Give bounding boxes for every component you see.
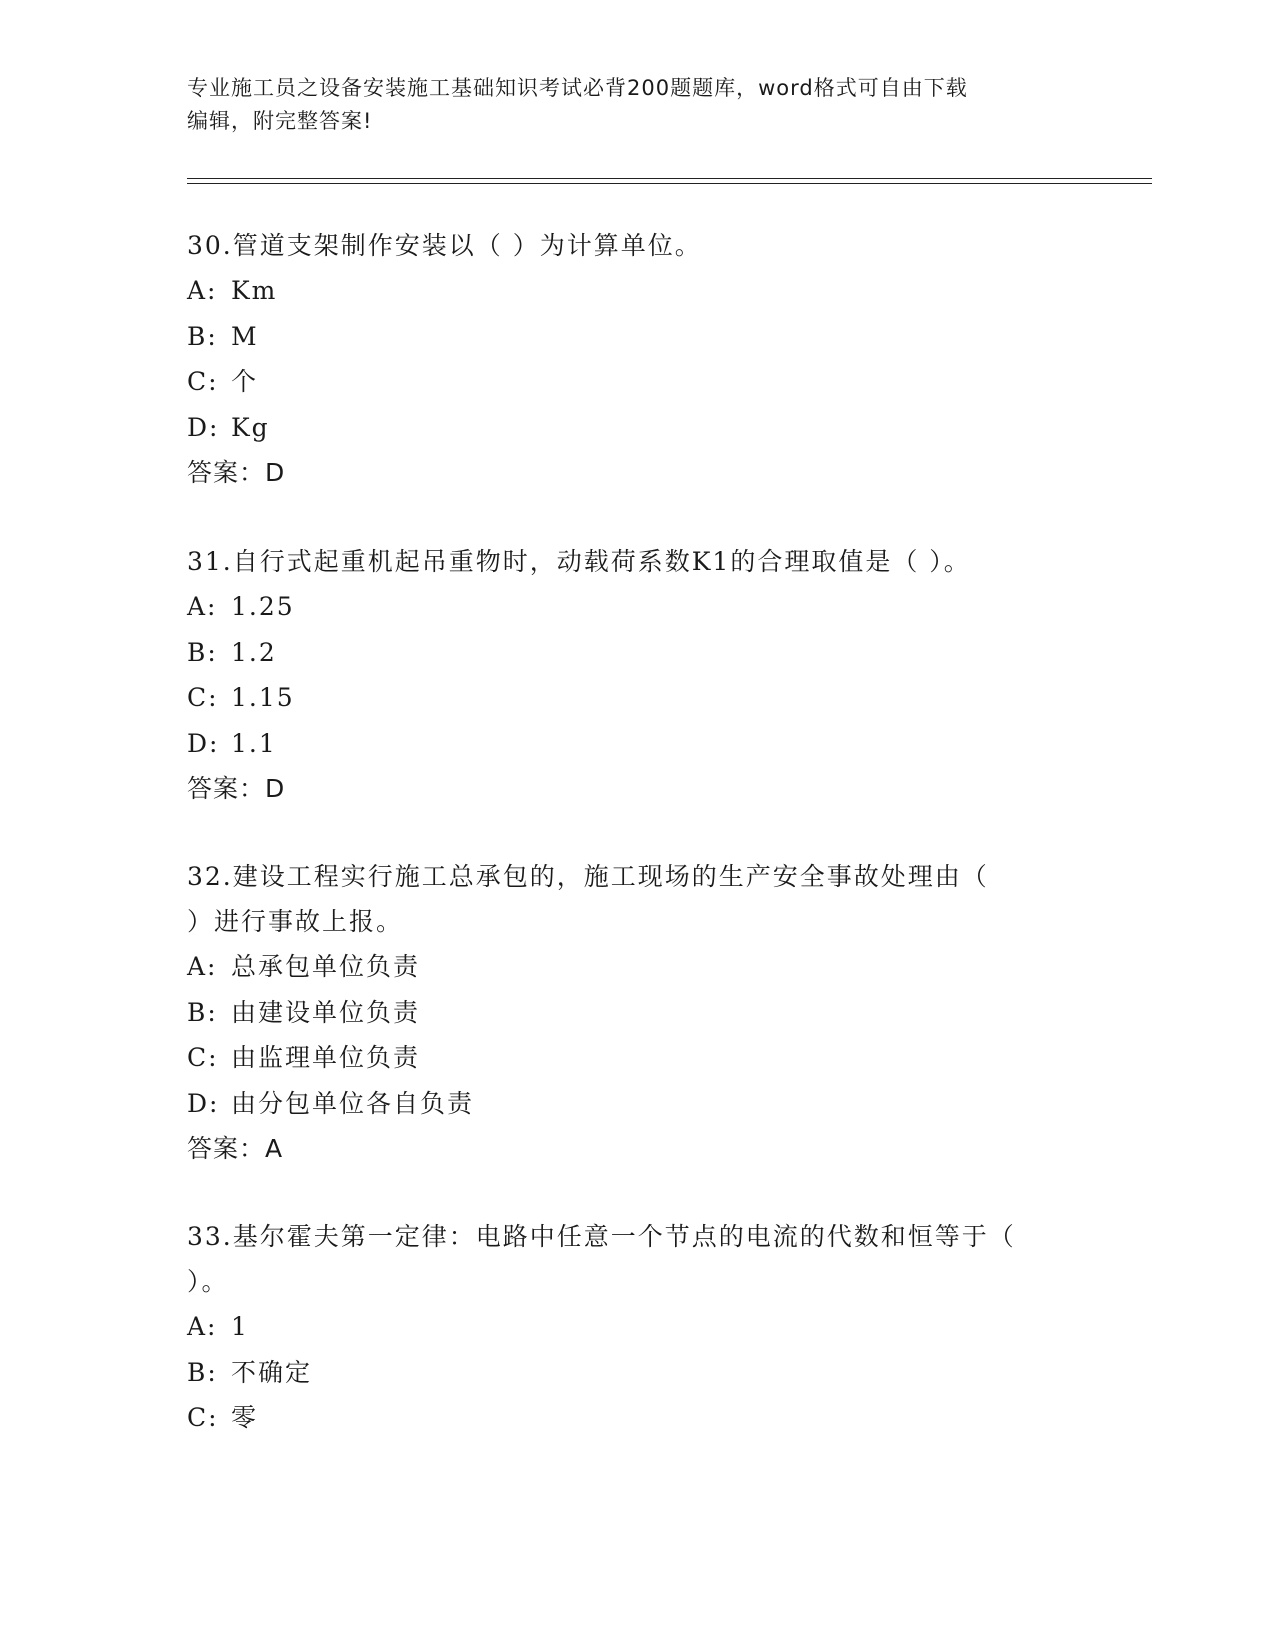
stem-line: 30.管道支架制作安装以（ ）为计算单位。	[187, 231, 702, 260]
question-31	[187, 539, 1087, 811]
option-letter: A:	[187, 952, 218, 981]
option-text: 1.25	[231, 592, 295, 621]
option-letter: A:	[187, 592, 218, 621]
header-divider	[187, 178, 1152, 184]
answer-line: 答案：A	[187, 1134, 284, 1163]
option-letter: C:	[187, 1403, 219, 1432]
stem-line: ）进行事故上报。	[187, 907, 404, 936]
option-text: 1	[231, 1312, 249, 1341]
option-c	[187, 1395, 1087, 1441]
option-c	[187, 359, 1087, 405]
stem-line: ）。	[187, 1267, 229, 1296]
question-stem	[187, 539, 1087, 584]
question-32	[187, 854, 1087, 1171]
option-b	[187, 1350, 1087, 1396]
document-header	[187, 72, 1067, 138]
question-33	[187, 1214, 1087, 1441]
stem-line: 33.基尔霍夫第一定律：电路中任意一个节点的电流的代数和恒等于（	[187, 1222, 1016, 1251]
answer-line: 答案：D	[187, 774, 286, 803]
option-a	[187, 268, 1087, 314]
option-text: Kg	[231, 412, 270, 442]
answer-line: 答案：D	[187, 458, 286, 487]
option-letter: B:	[187, 637, 218, 667]
option-a	[187, 1304, 1087, 1350]
question-stem	[187, 854, 1087, 944]
option-text: Km	[231, 276, 278, 305]
stem-line: 31.自行式起重机起吊重物时，动载荷系数K1的合理取值是（ ）。	[187, 547, 971, 576]
option-b	[187, 990, 1087, 1036]
option-letter: A:	[187, 276, 218, 305]
option-letter: D:	[187, 412, 220, 442]
option-text: 个	[231, 367, 259, 396]
option-text: 总承包单位负责	[231, 952, 421, 981]
option-letter: B:	[187, 321, 218, 351]
option-c	[187, 1035, 1087, 1081]
option-text: 1.15	[231, 683, 295, 712]
option-text: 由建设单位负责	[231, 997, 421, 1027]
option-letter: C:	[187, 367, 219, 396]
option-a	[187, 584, 1087, 630]
option-d	[187, 405, 1087, 451]
option-letter: B:	[187, 997, 218, 1027]
option-letter: D:	[187, 1088, 220, 1118]
option-text: 1.2	[231, 637, 277, 667]
option-b	[187, 314, 1087, 360]
header-line-2: 编辑，附完整答案!	[187, 109, 373, 133]
option-text: 不确定	[231, 1357, 313, 1387]
option-text: 由分包单位各自负责	[231, 1088, 475, 1118]
option-text: 1.1	[231, 728, 277, 758]
option-a	[187, 944, 1087, 990]
option-d	[187, 1081, 1087, 1127]
stem-line: 32.建设工程实行施工总承包的，施工现场的生产安全事故处理由（	[187, 862, 989, 891]
question-stem	[187, 223, 1087, 268]
option-letter: C:	[187, 1043, 219, 1072]
option-text: 零	[231, 1403, 259, 1432]
option-d	[187, 721, 1087, 767]
option-text: M	[231, 321, 259, 351]
option-letter: B:	[187, 1357, 218, 1387]
option-text: 由监理单位负责	[231, 1043, 421, 1072]
option-letter: C:	[187, 683, 219, 712]
question-stem	[187, 1214, 1087, 1304]
option-b	[187, 630, 1087, 676]
option-letter: D:	[187, 728, 220, 758]
header-line-1: 专业施工员之设备安装施工基础知识考试必背200题题库，word格式可自由下载	[187, 76, 968, 100]
question-30	[187, 223, 1087, 495]
option-letter: A:	[187, 1312, 218, 1341]
option-c	[187, 675, 1087, 721]
